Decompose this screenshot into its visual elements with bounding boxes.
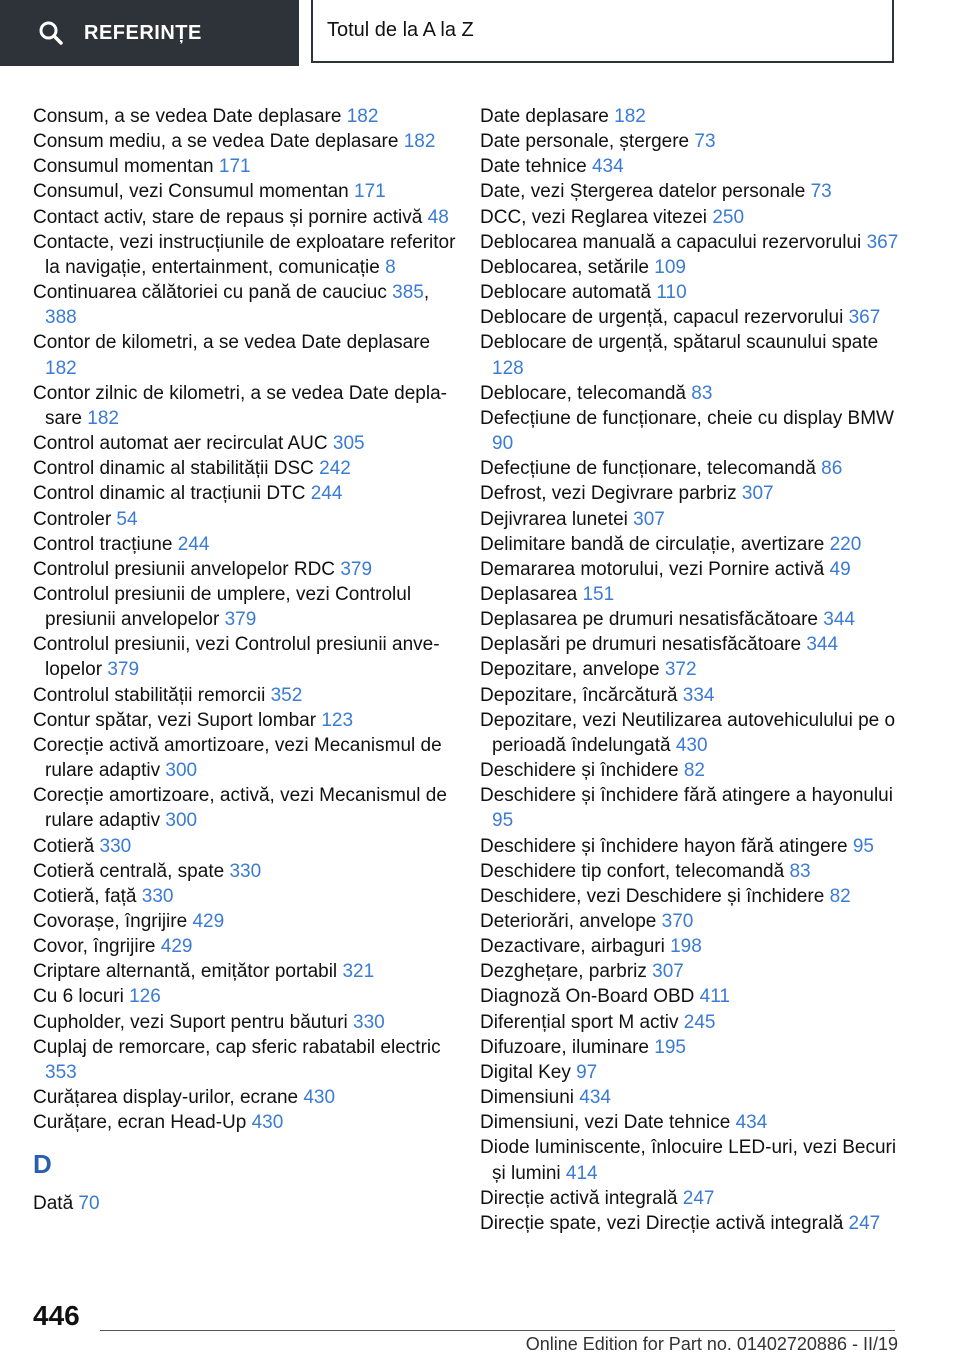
entry-term: Date tehnice xyxy=(480,156,592,178)
index-entry xyxy=(480,154,900,179)
index-entry xyxy=(33,205,463,230)
index-entry xyxy=(33,1110,463,1135)
right-index-column xyxy=(480,104,900,1236)
entry-term: Difuzoare, iluminare xyxy=(480,1036,655,1058)
search-icon xyxy=(38,20,64,46)
index-entry xyxy=(480,481,900,506)
entry-term: Dimensiuni, vezi Date tehnice xyxy=(480,1112,736,1134)
page-link[interactable]: 367 xyxy=(866,231,899,253)
page-link[interactable]: 434 xyxy=(579,1087,611,1109)
index-entry xyxy=(480,1135,900,1185)
index-entry xyxy=(480,683,900,708)
entry-term: Contor de kilometri, a se vedea Date deplasare xyxy=(33,332,431,354)
index-entry xyxy=(33,859,463,884)
entry-term: Demararea motorului, vezi Pornire activă xyxy=(480,558,830,580)
page-link[interactable]: 110 xyxy=(656,282,687,304)
entry-term: Cuplaj de remorcare, cap sferic rabatabil electric xyxy=(33,1036,441,1058)
entry-term: Criptare alternantă, emițător portabil xyxy=(33,961,343,983)
entry-term: Deschidere, vezi Deschidere și închidere xyxy=(480,885,830,907)
index-entry xyxy=(480,1060,900,1085)
index-entry xyxy=(33,1191,463,1216)
page-link[interactable]: 334 xyxy=(682,684,715,706)
index-entry xyxy=(480,859,900,884)
entry-term: Defrost, vezi Degivrare parbriz xyxy=(480,483,742,505)
entry-term: Deblocare de urgență, spătarul scaunului spate xyxy=(480,332,879,354)
page-link[interactable]: 151 xyxy=(582,583,615,605)
index-entry xyxy=(33,683,463,708)
index-entry xyxy=(33,1035,463,1085)
entry-term: Deschidere tip confort, telecomandă xyxy=(480,860,790,882)
section-letter: D xyxy=(33,1149,52,1180)
page-link[interactable]: 195 xyxy=(654,1036,686,1058)
page-link[interactable]: 370 xyxy=(661,911,694,932)
index-entry xyxy=(33,179,463,204)
index-entry xyxy=(480,381,900,406)
entry-term: Deplasarea xyxy=(480,583,583,605)
entry-term: Consumul, vezi Consumul momentan xyxy=(33,181,355,203)
index-entry xyxy=(33,959,463,984)
index-entry xyxy=(33,884,463,909)
page-link[interactable]: 90 xyxy=(492,433,514,455)
index-entry xyxy=(480,456,900,481)
page-link[interactable]: 434 xyxy=(591,156,624,178)
left-index-column xyxy=(33,104,463,1217)
page-link[interactable]: 352 xyxy=(270,684,303,706)
index-entry xyxy=(480,255,900,280)
index-entry xyxy=(33,582,463,632)
entry-term: Delimitare bandă de circulație, avertizare xyxy=(480,533,830,555)
page-link[interactable]: 353 xyxy=(45,1061,77,1083)
entry-term: Date deplasare xyxy=(480,106,615,127)
index-entry xyxy=(480,1211,900,1236)
header xyxy=(0,0,960,66)
page-link[interactable]: 379 xyxy=(107,659,140,681)
index-entry xyxy=(480,280,900,305)
index-entry xyxy=(33,984,463,1009)
index-entry xyxy=(33,456,463,481)
page-link[interactable]: 182 xyxy=(87,407,119,429)
index-entry xyxy=(33,330,463,380)
index-entry xyxy=(480,205,900,230)
entry-term: Covorașe, îngrijire xyxy=(33,911,193,932)
entry-term: Diode luminiscente, înlocuire LED-uri, vezi Becuri și lumini xyxy=(480,1137,897,1184)
page-link[interactable]: 182 xyxy=(346,106,379,127)
page-link[interactable]: 434 xyxy=(735,1112,768,1134)
index-entry xyxy=(480,632,900,657)
entry-term: Diferențial sport M activ xyxy=(480,1011,684,1033)
entry-term: Deteriorări, anvelope xyxy=(480,911,662,932)
index-entry xyxy=(33,708,463,733)
page-link[interactable]: 82 xyxy=(683,760,705,782)
entry-term: Cotieră xyxy=(33,835,100,857)
index-entry xyxy=(33,1085,463,1110)
page-link[interactable]: 430 xyxy=(303,1087,336,1109)
index-entry xyxy=(33,632,463,682)
entry-term: Cotieră, față xyxy=(33,885,142,907)
index-entry xyxy=(33,733,463,783)
entry-term: Depozitare, vezi Neutilizarea autovehiculului pe o perioadă îndelungată xyxy=(480,709,896,756)
index-entry xyxy=(33,507,463,532)
entry-term: Consum, a se vedea Date deplasare xyxy=(33,106,347,127)
entry-term: Deplasarea pe drumuri nesatisfăcătoare xyxy=(480,609,824,631)
entry-term: Defecțiune de funcționare, telecomandă xyxy=(480,458,822,480)
entry-term: Control automat aer recirculat AUC xyxy=(33,433,333,455)
entry-term: Deplasări pe drumuri nesatisfăcătoare xyxy=(480,634,807,656)
page-link[interactable]: 182 xyxy=(403,131,436,153)
page-link[interactable]: 250 xyxy=(712,206,745,228)
page-link[interactable]: 300 xyxy=(165,760,198,782)
page-link[interactable]: 245 xyxy=(683,1011,716,1033)
entry-term: Defecțiune de funcționare, cheie cu display BMW xyxy=(480,407,894,429)
entry-term: Deblocare, telecomandă xyxy=(480,382,692,404)
index-entry xyxy=(480,884,900,909)
entry-term: Consumul momentan xyxy=(33,156,219,178)
page-link[interactable]: 344 xyxy=(823,609,855,631)
entry-term: Controlul presiunii anvelopelor RDC xyxy=(33,558,341,580)
entry-term: Deschidere și închidere fără atingere a hayonului xyxy=(480,785,893,807)
page-link[interactable]: 305 xyxy=(332,433,365,455)
page-link[interactable]: 429 xyxy=(192,911,225,932)
page-link[interactable]: 247 xyxy=(682,1187,715,1209)
page-link[interactable]: 82 xyxy=(829,885,851,907)
page-link[interactable]: 97 xyxy=(576,1061,598,1083)
entry-term: Controler xyxy=(33,508,117,530)
page-link[interactable]: 367 xyxy=(848,307,881,329)
page-link[interactable]: 182 xyxy=(45,357,77,379)
a-to-z-tab[interactable] xyxy=(311,0,894,63)
page-link[interactable]: 220 xyxy=(829,533,862,555)
page-link[interactable]: 48 xyxy=(427,206,449,228)
page-link[interactable]: 8 xyxy=(385,256,396,278)
page-link[interactable]: 307 xyxy=(741,483,774,505)
page-link[interactable]: 171 xyxy=(218,156,251,178)
entry-term: Direcție spate, vezi Direcție activă integrală xyxy=(480,1212,849,1234)
index-entry xyxy=(480,607,900,632)
references-tab[interactable] xyxy=(0,0,299,66)
index-entry xyxy=(480,758,900,783)
page-link[interactable]: 49 xyxy=(829,558,851,580)
entry-term: Cotieră centrală, spate xyxy=(33,860,230,882)
page-link[interactable]: 109 xyxy=(654,256,686,278)
index-entry xyxy=(480,104,900,129)
entry-term: Diagnoză On-Board OBD xyxy=(480,986,700,1008)
index-entry xyxy=(480,406,900,456)
index-entry xyxy=(480,708,900,758)
entry-term: Corecție amortizoare, activă, vezi Mecanismul de rulare adaptiv xyxy=(33,785,447,832)
entry-term: Cu 6 locuri xyxy=(33,986,130,1008)
page-link[interactable]: 321 xyxy=(342,961,375,983)
index-entry xyxy=(480,330,900,380)
entry-term: Direcție activă integrală xyxy=(480,1187,683,1209)
entry-term: Deblocarea, setările xyxy=(480,256,655,278)
index-entry xyxy=(33,783,463,833)
page-number: 446 xyxy=(33,1300,80,1331)
entry-term: Deblocare de urgență, capacul rezervorului xyxy=(480,307,849,329)
entry-term: Controlul presiunii de umplere, vezi Controlul presiunii anvelopelor xyxy=(33,583,412,631)
section-label: Totul de la A la Z xyxy=(327,19,474,41)
page-link[interactable]: 379 xyxy=(340,558,373,580)
index-entry xyxy=(480,1110,900,1135)
index-entry xyxy=(33,280,463,330)
entry-term: Dejivrarea lunetei xyxy=(480,508,634,530)
index-entry xyxy=(33,481,463,506)
entry-term: Corecție activă amortizoare, vezi Mecanismul de rulare adaptiv xyxy=(33,734,442,782)
page-link[interactable]: 126 xyxy=(129,986,161,1008)
entry-term: Control tracțiune xyxy=(33,533,178,555)
page-link[interactable]: 54 xyxy=(116,508,138,530)
entry-term: Depozitare, anvelope xyxy=(480,659,665,681)
entry-term: Deschidere și închidere xyxy=(480,760,684,782)
entry-term: Continuarea călătoriei cu pană de cauciuc xyxy=(33,282,393,304)
page-link[interactable]: 182 xyxy=(614,106,646,127)
entry-term: Control dinamic al stabilității DSC xyxy=(33,458,320,480)
page-link[interactable]: 83 xyxy=(789,860,811,882)
entry-term: Contact activ, stare de repaus și pornire activă xyxy=(33,206,428,228)
entry-term: Digital Key xyxy=(480,1061,577,1083)
entry-term: Cupholder, vezi Suport pentru băuturi xyxy=(33,1011,354,1033)
page-link[interactable]: 330 xyxy=(99,835,132,857)
page-link[interactable]: 70 xyxy=(78,1193,100,1215)
page-link[interactable]: 242 xyxy=(319,458,351,480)
entry-term: Dată xyxy=(33,1193,79,1215)
index-entry xyxy=(480,1085,900,1110)
index-entry xyxy=(480,582,900,607)
index-entry xyxy=(480,230,900,255)
index-entry xyxy=(33,381,463,431)
page-link[interactable]: 307 xyxy=(633,508,665,530)
entry-term: Control dinamic al tracțiunii DTC xyxy=(33,483,311,505)
entry-term: Dimensiuni xyxy=(480,1087,580,1109)
page-link[interactable]: 198 xyxy=(670,936,702,958)
page-link[interactable]: 73 xyxy=(810,181,832,203)
page-link[interactable]: 123 xyxy=(321,709,354,731)
entry-term: Controlul stabilității remorcii xyxy=(33,684,271,706)
page-link[interactable]: 430 xyxy=(251,1112,284,1134)
page-link[interactable]: 411 xyxy=(699,986,730,1008)
references-label: REFERINȚE xyxy=(84,21,202,44)
index-entry xyxy=(480,984,900,1009)
entry-term: Contor zilnic de kilometri, a se vedea Date deplasare xyxy=(33,382,447,429)
entry-term: Contur spătar, vezi Suport lombar xyxy=(33,709,322,731)
index-entry xyxy=(33,934,463,959)
page-link[interactable]: 330 xyxy=(353,1011,385,1033)
index-entry xyxy=(33,230,463,280)
page-link[interactable]: 83 xyxy=(691,382,713,404)
index-entry xyxy=(33,129,463,154)
index-entry xyxy=(33,104,463,129)
page-link[interactable]: 307 xyxy=(652,961,684,983)
entry-term: Deblocare automată xyxy=(480,282,657,304)
index-entry xyxy=(480,657,900,682)
entry-term: Dezghețare, parbriz xyxy=(480,961,653,983)
entry-term: Dezactivare, airbaguri xyxy=(480,936,671,958)
page-link[interactable]: 95 xyxy=(852,835,874,857)
entry-term: Depozitare, încărcătură xyxy=(480,684,683,706)
index-entry xyxy=(480,1186,900,1211)
index-entry xyxy=(480,507,900,532)
page-link[interactable]: 372 xyxy=(664,659,697,681)
index-entry xyxy=(33,557,463,582)
page-link[interactable]: 171 xyxy=(354,181,386,203)
page-link[interactable]: 330 xyxy=(141,885,174,907)
footer-divider xyxy=(100,1330,895,1331)
entry-term: Date, vezi Ștergerea datelor personale xyxy=(480,181,811,203)
index-entry xyxy=(33,532,463,557)
index-entry xyxy=(480,557,900,582)
index-entry xyxy=(480,532,900,557)
index-entry xyxy=(480,129,900,154)
page-link[interactable]: 330 xyxy=(229,860,262,882)
page-link[interactable]: 86 xyxy=(821,458,843,480)
page-link[interactable]: 379 xyxy=(224,609,257,631)
page-link[interactable]: 429 xyxy=(160,936,193,958)
entry-term: Controlul presiunii, vezi Controlul presiunii anvelopelor xyxy=(33,634,440,681)
entry-term: Covor, îngrijire xyxy=(33,936,161,958)
entry-term: Consum mediu, a se vedea Date deplasare xyxy=(33,131,404,153)
index-entry xyxy=(33,909,463,934)
entry-term: Deschidere și închidere hayon fără atingere xyxy=(480,835,853,857)
index-entry xyxy=(33,154,463,179)
index-entry xyxy=(480,834,900,859)
index-entry xyxy=(480,959,900,984)
page-link[interactable]: 128 xyxy=(492,357,524,379)
page-link[interactable]: 430 xyxy=(675,734,708,756)
page-link[interactable]: 344 xyxy=(806,634,839,656)
index-entry xyxy=(480,179,900,204)
page-link[interactable]: 244 xyxy=(310,483,343,505)
page-link[interactable]: 388 xyxy=(45,307,77,329)
index-entry xyxy=(33,431,463,456)
page-link[interactable]: 95 xyxy=(492,810,514,832)
page-link[interactable]: 414 xyxy=(565,1162,598,1184)
entry-term: Date personale, ștergere xyxy=(480,131,695,153)
index-entry xyxy=(480,783,900,833)
index-entry xyxy=(480,305,900,330)
index-entry xyxy=(480,1010,900,1035)
entry-term: Curățare, ecran Head-Up xyxy=(33,1112,252,1134)
entry-term: Curățarea display-urilor, ecrane xyxy=(33,1087,304,1109)
index-entry xyxy=(480,1035,900,1060)
entry-term: Contacte, vezi instrucțiunile de exploatare referitor la navigație, entertainment, comunicație xyxy=(33,231,456,278)
entry-term: Deblocarea manuală a capacului rezervorului xyxy=(480,231,867,253)
page-link[interactable]: 73 xyxy=(694,131,716,153)
index-entry xyxy=(33,834,463,859)
page-link[interactable]: 300 xyxy=(165,810,198,832)
index-entry xyxy=(480,909,900,934)
page-link[interactable]: 247 xyxy=(848,1212,881,1234)
index-entry xyxy=(33,1010,463,1035)
page-separator: , xyxy=(423,282,430,304)
page-link[interactable]: 244 xyxy=(177,533,210,555)
footer-edition: Online Edition for Part no. 01402720886 - II/19 xyxy=(525,1334,898,1354)
page-link[interactable]: 385 xyxy=(392,282,424,304)
index-entry xyxy=(480,934,900,959)
entry-term: DCC, vezi Reglarea vitezei xyxy=(480,206,713,228)
